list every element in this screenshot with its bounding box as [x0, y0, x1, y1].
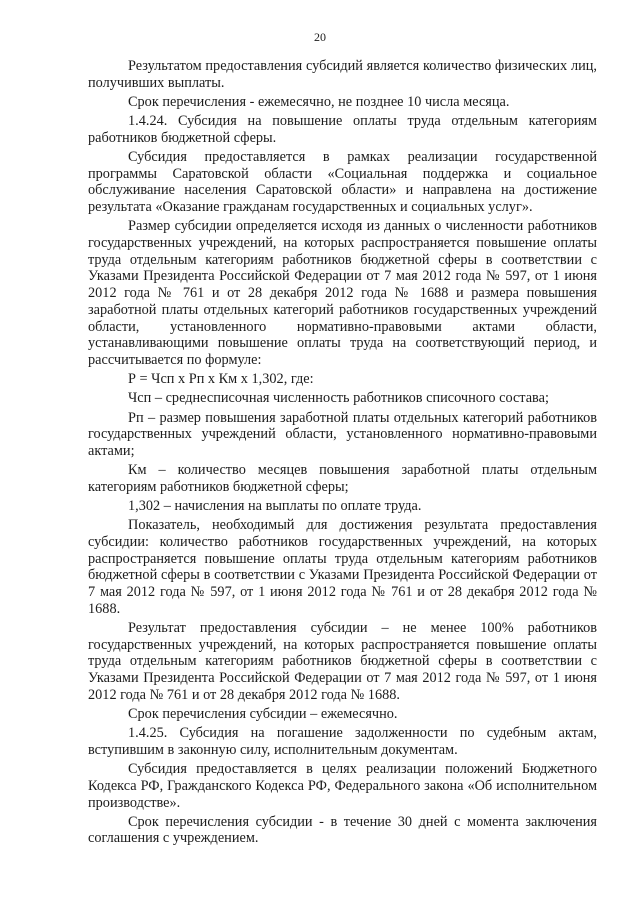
- paragraph-monthly-term: Срок перечисления субсидии – ежемесячно.: [128, 706, 398, 723]
- paragraph-section-1-4-25: 1.4.25. Субсидия на погашение задолженности по судебным актам, вступившим в законную силу, исполнительным документам.: [88, 725, 597, 758]
- paragraph-subsidy-program: Субсидия предоставляется в рамках реализации государственной программы Саратовской области «Социальная поддержка и социальное обслуживание населения Саратовской области» и направлена на достижение результата «Оказание гражданам государственных и социальных услуг».: [88, 149, 597, 216]
- paragraph-result-percent: Результат предоставления субсидии – не менее 100% работников государственных учреждений, на которых распространяется повышение оплаты труда отдельным категориям работников бюджетной сферы в соответствии с Указами Президента Российской Федерации от 7 мая 2012 года № 597, от 1 июня 2012 года № 761 и от 28 декабря 2012 года № 1688.: [88, 620, 597, 703]
- paragraph-formula: Р = Чсп х Рп х Км х 1,302, где:: [128, 371, 314, 388]
- paragraph-def-coefficient: 1,302 – начисления на выплаты по оплате труда.: [128, 498, 422, 515]
- paragraph-legal-basis: Субсидия предоставляется в целях реализации положений Бюджетного Кодекса РФ, Гражданского Кодекса РФ, Федерального закона «Об исполнительном производстве».: [88, 761, 597, 811]
- paragraph-payment-term: Срок перечисления - ежемесячно, не позднее 10 числа месяца.: [128, 93, 510, 110]
- paragraph-def-chsp: Чсп – среднесписочная численность работников списочного состава;: [128, 390, 549, 407]
- paragraph-result-count: Результатом предоставления субсидий является количество физических лиц, получивших выплаты.: [88, 58, 597, 91]
- paragraph-subsidy-size: Размер субсидии определяется исходя из данных о численности работников государственных учреждений, на которых распространяется повышение оплаты труда отдельным категориям работников бюджетной сферы в соответствии с Указами Президента Российской Федерации от 7 мая 2012 года № 597, от 1 июня 2012 года № 761 и от 28 декабря 2012 года № 1688 и размера повышения заработной платы отдельных категорий работников государственных учреждений области, установленного нормативно-правовыми актами области, устанавливающими повышение оплаты труда на соответствующий период, и рассчитывается по формуле:: [88, 218, 597, 368]
- page-number: 20: [314, 30, 326, 44]
- paragraph-def-rp: Рп – размер повышения заработной платы отдельных категорий работников государственных учреждений области, установленного нормативно-правовыми актами;: [88, 409, 597, 459]
- paragraph-def-km: Км – количество месяцев повышения заработной платы отдельным категориям работников бюджетной сферы;: [88, 462, 597, 495]
- paragraph-indicator: Показатель, необходимый для достижения результата предоставления субсидии: количество работников государственных учреждений, на которых распространяется повышение оплаты труда отдельным категориям работников бюджетной сферы в соответствии с Указами Президента Российской Федерации от 7 мая 2012 года № 597, от 1 июня 2012 года № 761 и от 28 декабря 2012 года № 1688.: [88, 517, 597, 617]
- paragraph-transfer-term: Срок перечисления субсидии - в течение 30 дней с момента заключения соглашения с учреждением.: [88, 813, 597, 847]
- paragraph-section-1-4-24: 1.4.24. Субсидия на повышение оплаты труда отдельным категориям работников бюджетной сферы.: [88, 113, 597, 146]
- document-body: [88, 58, 597, 850]
